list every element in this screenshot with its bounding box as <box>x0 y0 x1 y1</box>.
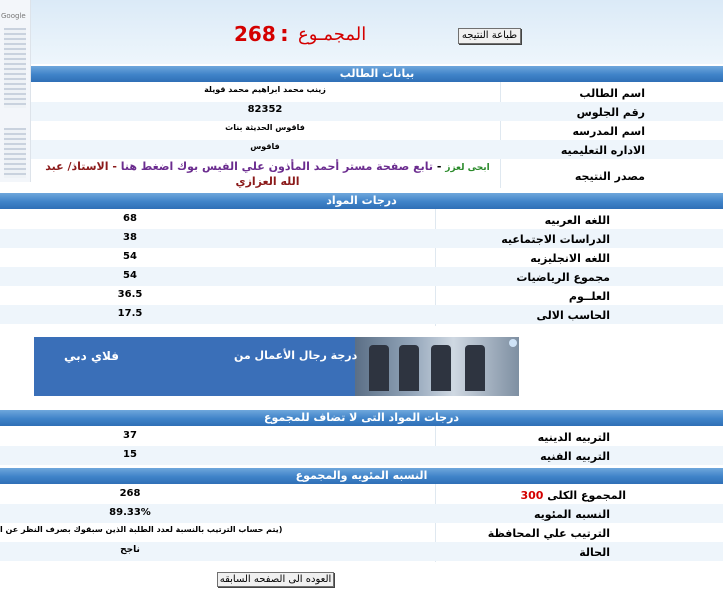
seat-number-label: رقم الجلوس <box>576 106 645 119</box>
subject-value: 54 <box>123 251 137 262</box>
extra-subject-label: التربيه الدينيه <box>537 431 610 444</box>
result-source-green: ابحى لعزز <box>445 163 490 173</box>
page-header <box>31 0 723 64</box>
subject-label: مجموع الرياضيات <box>516 271 610 284</box>
seat-number-value: 82352 <box>247 104 283 115</box>
school-name-value: فاقوس الحديثة بنات <box>225 123 305 132</box>
result-source-label: مصدر النتيجه <box>574 170 645 183</box>
student-name-value: زينب محمد ابراهيم محمد قويلة <box>204 85 326 94</box>
percentage-label: النسبه المئويه <box>533 508 610 521</box>
administration-value: فاقوس <box>250 142 280 151</box>
max-score: 300 <box>520 489 544 502</box>
total-value: 268 <box>234 22 276 46</box>
subject-label: اللغه العربيه <box>544 214 610 227</box>
subject-label: الدراسات الاجتماعيه <box>501 233 610 246</box>
subject-label: الحاسب الالى <box>536 309 610 322</box>
side-ad-strip[interactable] <box>0 0 31 182</box>
subject-label: اللغه الانجليزيه <box>530 252 610 265</box>
governorate-rank-label: الترتيب علي المحافظة <box>487 527 610 540</box>
extra-subject-label: التربيه الفنيه <box>540 450 610 463</box>
print-result-button[interactable]: طباعة النتيجه <box>458 28 521 44</box>
back-button[interactable]: العوده الى الصفحه السابقه <box>217 572 334 587</box>
total-colon: : <box>280 22 289 47</box>
ad-cabin-image <box>355 337 519 396</box>
governorate-rank-value: (يتم حساب الترتيب بالنسبة لعدد الطلبة الذين سبقوك بصرف النظر عن ا <box>0 525 283 534</box>
facebook-page-link[interactable]: تابع صفحة مستر أحمد المأذون علي الفيس بوك اضغط هنا <box>120 160 434 173</box>
ad-banner[interactable] <box>34 337 519 396</box>
result-source-dash: - <box>433 160 446 173</box>
ad-brand-logo: فلاي دبي <box>64 349 119 363</box>
status-value: ناجح <box>120 545 140 555</box>
percentage-value: 89.33% <box>109 507 151 518</box>
student-section-header: بيانات الطالب <box>31 66 723 82</box>
subject-value: 54 <box>123 270 137 281</box>
side-ad-graphic-2 <box>4 128 26 178</box>
ad-info-icon[interactable] <box>509 339 517 347</box>
side-ad-graphic <box>4 28 26 108</box>
total-label: المجمـوع <box>298 24 367 45</box>
school-name-label: اسم المدرسه <box>572 125 645 138</box>
total-grade-label: المجموع الكلى 300 <box>520 489 626 502</box>
ad-headline: درجة رجال الأعمال من <box>234 349 358 362</box>
extra-subject-value: 15 <box>123 449 137 460</box>
extra-subject-value: 37 <box>123 430 137 441</box>
teacher-name: - الاستاذ/ عبد الله العزازي <box>45 160 300 188</box>
status-label: الحالة <box>579 546 610 559</box>
administration-label: الاداره التعليميه <box>560 144 645 157</box>
totals-section-header: النسبه المئويه والمجموع <box>0 468 723 484</box>
subject-value: 36.5 <box>117 289 143 300</box>
total-grade-value: 268 <box>119 488 141 499</box>
side-ad-label: Google <box>1 12 26 20</box>
subject-label: العلــوم <box>568 290 610 303</box>
subject-value: 38 <box>123 232 137 243</box>
student-name-label: اسم الطالب <box>579 87 645 100</box>
subjects-section-header: درجات المواد <box>0 193 723 209</box>
subject-value: 68 <box>123 213 137 224</box>
extra-subjects-section-header: درجات المواد التى لا تضاف للمجموع <box>0 410 723 426</box>
subject-value: 17.5 <box>117 308 143 319</box>
result-source-value <box>40 160 495 189</box>
